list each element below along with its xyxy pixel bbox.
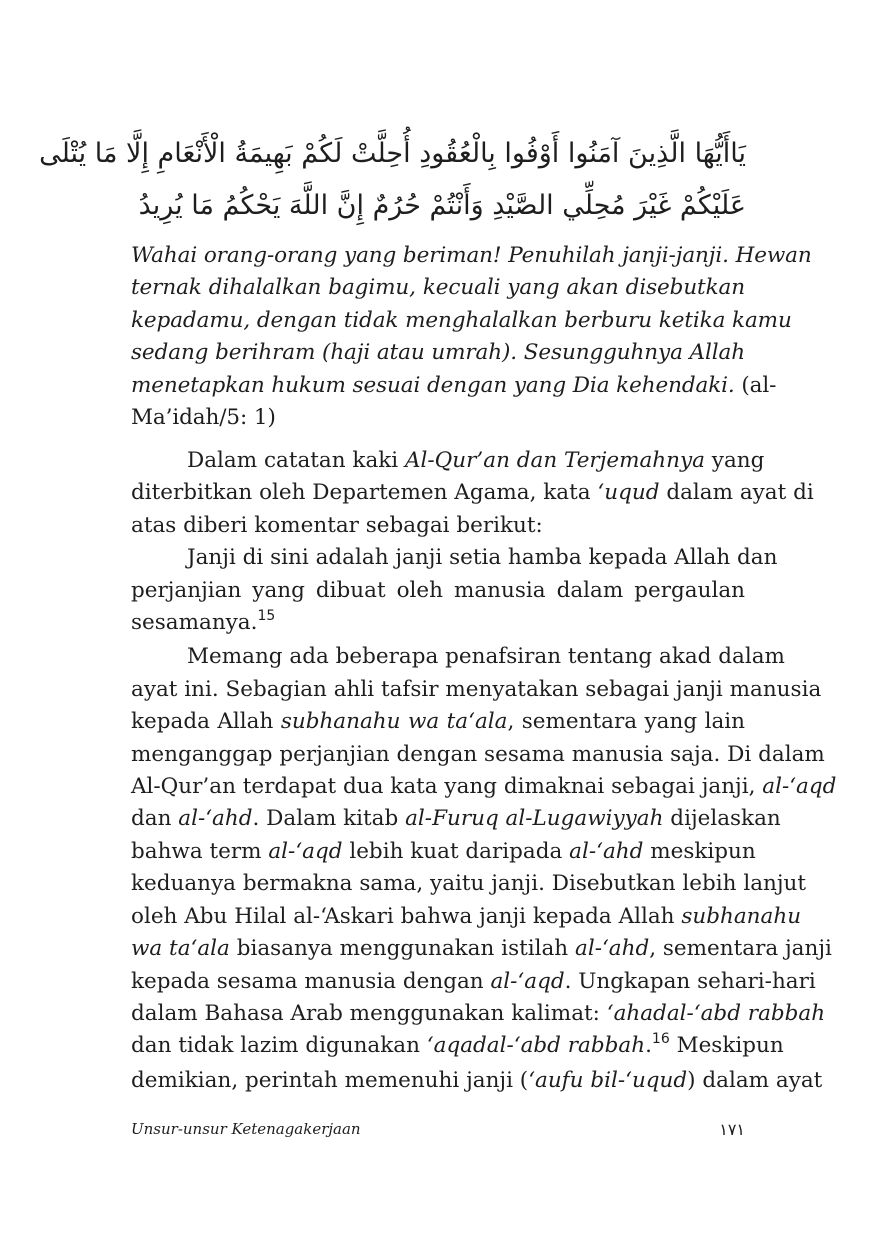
text: , sementara yang lain: [507, 709, 745, 735]
paragraph-line: [131, 966, 816, 998]
arabic-line-2: عَلَيْكُمْ غَيْرَ مُحِلِّي الصَّيْدِ وَأَنْتُمْ حُرُمٌ إِنَّ اللَّهَ يَحْكُمُ مَا يُرِيدُ: [138, 190, 746, 221]
translation-text: sedang berihram (: [131, 340, 331, 366]
paragraph-line: [131, 1030, 784, 1064]
quote-line: perjanjian yang dibuat oleh manusia dalam pergaulan: [131, 577, 745, 603]
paragraph-line: keduanya bermakna sama, yaitu janji. Disebutkan lebih lanjut: [131, 871, 807, 897]
arabic-verse: [39, 128, 746, 232]
text: , sementara janji: [649, 936, 832, 962]
verse-reference: (al-: [734, 372, 777, 398]
paragraph-line: [131, 771, 837, 803]
term: wa ta‘ala: [131, 936, 230, 962]
text: dan: [131, 806, 179, 832]
term: al-‘aqd: [490, 968, 565, 994]
text: oleh Abu Hilal al-‘Askari bahwa janji kepada Allah: [131, 903, 682, 929]
text: diterbitkan oleh Departemen Agama, kata: [131, 480, 598, 506]
arabic-line-1: يَاأَيُّهَا الَّذِينَ آمَنُوا أَوْفُوا بِالْعُقُودِ أُحِلَّتْ لَكُمْ بَهِيمَةُ الْأَنْعَامِ إِلَّا مَا يُتْلَى: [39, 138, 746, 169]
verse-translation: [131, 240, 812, 434]
footnote-ref-15[interactable]: 15: [257, 608, 276, 625]
quote-line: Janji di sini adalah janji setia hamba kepada Allah dan: [187, 545, 778, 571]
term: al-‘ahd: [575, 936, 650, 962]
body-text: [131, 445, 837, 1097]
page-number: ١٧١: [719, 1120, 745, 1139]
term: subhanahu wa ta‘ala: [280, 709, 508, 735]
paragraph-line: [131, 836, 756, 868]
translation-line: [131, 370, 777, 402]
term: ‘aufu bil-‘uqud: [528, 1067, 688, 1093]
term: ‘aqadal-‘abd rabbah: [426, 1033, 646, 1059]
paragraph-line: Memang ada beberapa penafsiran tentang akad dalam: [187, 644, 785, 670]
term: subhanahu: [681, 903, 802, 929]
text: Al-Qur’an terdapat dua kata yang dimaknai sebagai janji,: [131, 774, 763, 800]
text: bahwa term: [131, 838, 269, 864]
paragraph-line: [131, 445, 765, 477]
translation-line: ternak dihalalkan bagimu, kecuali yang akan disebutkan: [131, 275, 745, 301]
book-title: al-Furuq al-Lugawiyyah: [405, 806, 664, 832]
text: sesamanya.: [131, 610, 258, 636]
book-title: Al-Qur’an dan Terjemahnya: [405, 448, 705, 473]
text: ) dalam ayat: [687, 1067, 823, 1093]
translation-text: menetapkan hukum sesuai dengan yang Dia kehendaki.: [131, 372, 735, 398]
translation-line: kepadamu, dengan tidak menghalalkan berburu ketika kamu: [131, 307, 792, 333]
quote-line: [131, 607, 745, 641]
paragraph-line: [131, 477, 814, 509]
term: ‘ahadal-‘abd rabbah: [606, 1000, 826, 1026]
paragraph-line: ayat ini. Sebagian ahli tafsir menyatakan sebagai janji manusia: [131, 676, 822, 702]
paragraph-line: [131, 706, 745, 738]
verse-reference: Ma’idah/5: 1): [131, 405, 276, 431]
term: al-‘aqd: [268, 838, 343, 864]
translation-text: ). Sesungguhnya Allah: [502, 340, 745, 366]
text: Dalam catatan kaki: [187, 448, 406, 473]
text: kepada sesama manusia dengan: [131, 968, 491, 994]
text: . Ungkapan sehari-hari: [564, 968, 816, 994]
term: al-‘ahd: [569, 838, 644, 864]
text: yang: [704, 448, 765, 473]
paragraph-line: menganggap perjanjian dengan sesama manusia saja. Di dalam: [131, 741, 825, 767]
running-title: Unsur-unsur Ketenagakerjaan: [131, 1120, 361, 1138]
footnote-ref-16[interactable]: 16: [651, 1031, 670, 1048]
text: dalam Bahasa Arab menggunakan kalimat:: [131, 1000, 607, 1026]
paragraph-line: [131, 803, 781, 835]
paragraph-line: [131, 998, 826, 1030]
text: lebih kuat daripada: [342, 838, 570, 864]
paragraph-line: atas diberi komentar sebagai berikut:: [131, 512, 543, 538]
text: demikian, perintah memenuhi janji (: [131, 1067, 529, 1093]
translation-text: haji atau umrah: [330, 340, 503, 366]
text: .: [645, 1033, 652, 1059]
text: dalam ayat di: [659, 480, 814, 506]
text: biasanya menggunakan istilah: [229, 936, 575, 962]
paragraph-line: [131, 933, 832, 965]
term: al-‘ahd: [178, 806, 253, 832]
text: meskipun: [643, 838, 756, 864]
text: dan tidak lazim digunakan: [131, 1033, 427, 1059]
text: . Dalam kitab: [252, 806, 406, 832]
translation-line: [131, 337, 745, 369]
text: Meskipun: [669, 1033, 784, 1059]
paragraph-line: [131, 1065, 823, 1097]
term: ‘uqud: [597, 480, 660, 506]
term: al-‘aqd: [762, 774, 837, 800]
page-footer: [131, 1120, 745, 1144]
translation-line: Wahai orang-orang yang beriman! Penuhilah janji-janji. Hewan: [131, 243, 812, 268]
text: kepada Allah: [131, 709, 281, 735]
paragraph-line: [131, 901, 802, 933]
text: dijelaskan: [663, 806, 781, 832]
